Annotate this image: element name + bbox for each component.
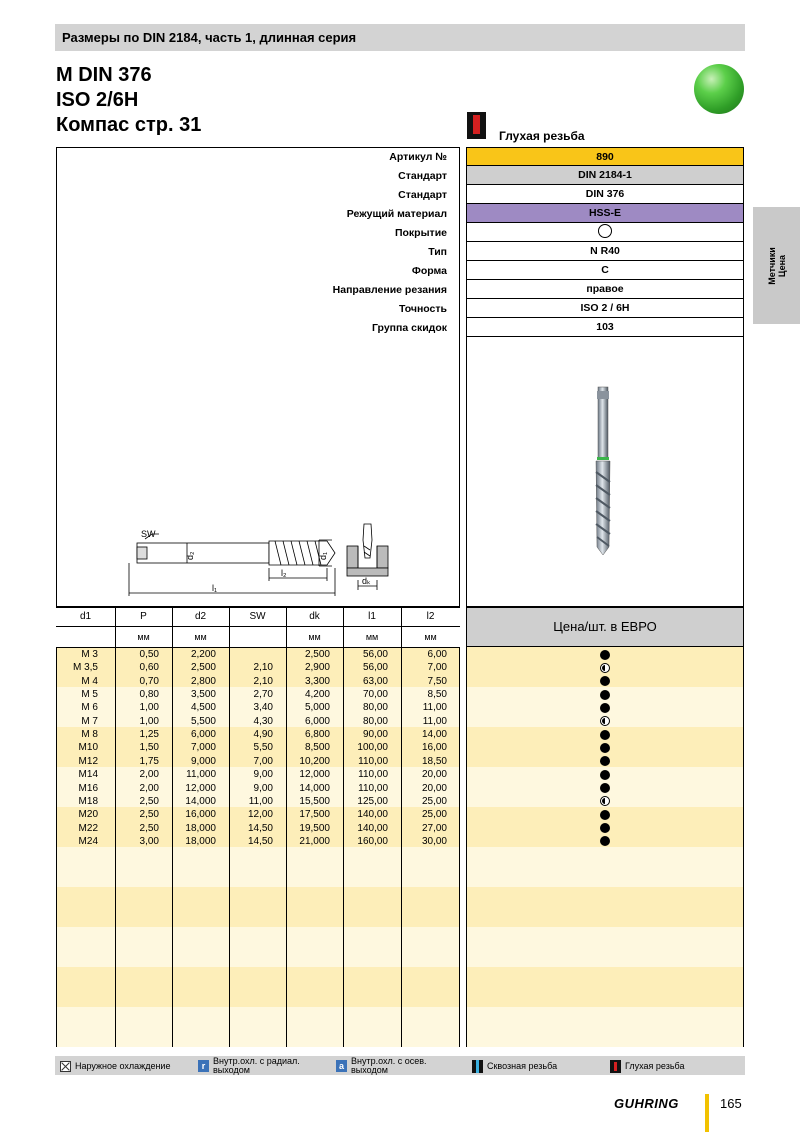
table-row [56,688,460,701]
cell-P: 1,25 [139,729,159,741]
table-band [467,1007,743,1047]
cell-dk: 4,200 [304,689,330,701]
cell-d2: 2,200 [190,649,216,660]
legend-radial-label: Внутр.охл. с радиал. выходом [213,1056,300,1075]
cell-P: 1,50 [139,742,159,754]
table-band [57,967,459,1007]
legend-axial-label: Внутр.охл. с осев. выходом [351,1056,427,1075]
cell-d2: 12,000 [185,782,216,794]
property-label: Форма [411,265,447,277]
cell-SW: 2,10 [253,675,273,687]
column-header-d2: d2 [172,607,229,627]
cell-l2: 11,00 [422,702,447,714]
cell-d1: M10 [78,742,98,754]
cell-SW: 12,00 [247,809,273,821]
column-header-l1: l1 [343,607,401,627]
cell-l1: 160,00 [357,835,388,847]
legend-radial [198,1056,300,1075]
cell-d1: M18 [78,795,98,807]
table-row [56,675,460,688]
column-header-dk: dk [286,607,343,627]
cell-P: 0,80 [139,689,159,701]
property-value: 890 [466,147,744,166]
label-d1: d₁ [318,551,328,560]
cell-l1: 90,00 [362,729,388,741]
cell-d2: 2,800 [190,675,216,687]
cell-d2: 4,500 [190,702,216,714]
table-row [56,755,460,768]
cell-l2: 20,00 [421,782,447,794]
cell-l2: 14,00 [421,729,447,741]
cell-dk: 6,000 [304,715,330,727]
blind-thread-legend-icon [610,1060,621,1073]
tap-photo [467,337,745,607]
cell-d2: 16,000 [185,809,216,821]
property-label: Режущий материал [346,208,447,220]
cell-dk: 14,000 [299,782,330,794]
table-row [56,835,460,848]
table-row [56,822,460,835]
cell-P: 0,50 [139,649,159,660]
available-dot-icon [600,743,610,753]
cell-SW: 14,50 [247,822,273,834]
cell-d2: 6,000 [190,729,216,741]
cell-l1: 110,00 [358,782,388,794]
cell-P: 0,60 [139,662,159,674]
property-values [466,147,744,337]
cell-l2: 8,50 [427,689,447,701]
cell-l1: 56,00 [362,662,388,674]
cell-SW: 4,90 [253,729,273,741]
title-line-2: ISO 2/6H [56,89,139,111]
axial-cooling-icon: a [336,1060,347,1072]
cell-l1: 110,00 [358,755,388,767]
cell-l1: 140,00 [357,809,388,821]
label-dk: dₖ [362,576,371,586]
column-header-l2: l2 [401,607,460,627]
table-row [56,728,460,741]
cell-l1: 70,00 [362,689,388,701]
property-value: DIN 376 [466,185,744,204]
column-unit: мм [137,632,150,642]
column-header-d1: d1 [56,607,115,627]
through-thread-icon [472,1060,483,1073]
cell-d2: 9,000 [190,755,216,767]
legend-bar [55,1056,745,1075]
cell-P: 2,00 [139,782,159,794]
price-column-header [466,607,744,647]
cell-SW: 9,00 [253,782,273,794]
blind-thread-icon [467,112,486,139]
cell-SW: 3,40 [253,702,273,714]
table-header [56,607,460,647]
cell-dk: 3,300 [304,675,330,687]
property-value: DIN 2184-1 [466,166,744,185]
table-row [56,768,460,781]
cell-SW: 11,00 [248,795,273,807]
property-label: Артикул № [389,151,447,163]
column-header-P: P [115,607,172,627]
cell-d2: 14,000 [185,795,216,807]
thread-type-label: Глухая резьба [499,129,585,143]
cell-l2: 18,50 [421,755,447,767]
label-l1: l₁ [212,583,218,593]
radial-cooling-icon: r [198,1060,209,1072]
cell-l1: 63,00 [362,675,388,687]
property-label: Группа скидок [372,322,447,334]
column-unit [229,627,286,647]
table-band [57,927,459,967]
property-value: правое [466,280,744,299]
table-band [57,847,459,887]
available-dot-icon [600,783,610,793]
cell-d1: M22 [78,822,98,834]
cell-d2: 7,000 [190,742,216,754]
cell-P: 0,70 [139,675,159,687]
cell-d2: 2,500 [190,662,216,674]
column-unit: мм [194,632,207,642]
table-band [467,927,743,967]
column-header-SW: SW [229,607,286,627]
cell-SW: 2,70 [253,689,273,701]
cell-d2: 5,500 [190,715,216,727]
cell-l2: 27,00 [421,822,447,834]
cell-d1: M24 [78,835,98,847]
cell-P: 1,75 [139,755,159,767]
label-d2: d₂ [185,551,195,560]
table-row [56,701,460,714]
row-divider [56,607,460,608]
cell-SW: 9,00 [253,769,273,781]
property-label: Покрытие [394,227,447,239]
side-tab-taps-price[interactable] [753,207,800,324]
cell-l2: 7,50 [427,675,447,687]
cell-SW: 2,10 [253,662,273,674]
label-sw: SW [141,529,156,539]
cell-d1: M14 [78,769,98,781]
legend-through-label: Сквозная резьба [487,1060,558,1071]
property-label: Тип [428,246,447,258]
cell-P: 1,00 [139,702,159,714]
cell-d1: M 4 [81,675,98,687]
property-label: Точность [398,303,447,315]
header-subtitle: Размеры по DIN 2184, часть 1, длинная серия [62,30,357,45]
cell-d1: M 7 [81,715,98,727]
coating-sphere-icon [694,64,744,114]
available-dot-icon [600,823,610,833]
cell-l2: 6,00 [427,649,447,660]
footer-accent-bar [705,1094,709,1132]
table-band [57,887,459,927]
table-row [56,741,460,754]
cell-P: 2,50 [139,822,159,834]
property-value: HSS-E [466,204,744,223]
available-dot-icon [600,650,610,660]
price-header-label: Цена/шт. в ЕВРО [553,619,657,634]
cell-d1: M 3,5 [72,662,98,674]
table-row [56,661,460,674]
table-row [56,648,460,661]
product-title [56,63,201,138]
cell-l1: 80,00 [362,715,388,727]
tap-image-box [466,337,744,607]
cell-l2: 11,00 [422,715,447,727]
cell-SW: 14,50 [247,835,273,847]
legend-blind [610,1059,684,1073]
cell-d1: M 5 [81,689,98,701]
available-dot-icon [600,730,610,740]
cell-l1: 125,00 [357,795,388,807]
brand-logo: GUHRING [614,1096,679,1111]
cell-l2: 7,00 [427,662,447,674]
available-dot-icon [600,690,610,700]
column-unit: мм [308,632,321,642]
cell-dk: 5,000 [304,702,330,714]
cell-l1: 80,00 [362,702,388,714]
tap-drawing [57,148,461,608]
cell-P: 2,00 [139,769,159,781]
cell-d1: M12 [78,755,98,767]
page-number: 165 [720,1096,742,1111]
cell-dk: 6,800 [304,729,330,741]
cell-dk: 15,500 [299,795,330,807]
column-unit: мм [424,632,437,642]
cell-d1: M 3 [81,649,98,660]
table-row [56,808,460,821]
side-tab-label: Метчики Цена [766,246,787,285]
cell-dk: 10,200 [299,755,330,767]
cell-l1: 110,00 [358,769,388,781]
table-row [56,782,460,795]
cell-P: 1,00 [139,715,159,727]
cell-dk: 17,500 [299,809,330,821]
table-band [467,967,743,1007]
property-value: C [466,261,744,280]
cell-l2: 25,00 [421,795,447,807]
column-unit: мм [365,632,379,642]
cell-dk: 2,500 [304,649,330,660]
cell-l2: 30,00 [421,835,447,847]
cell-SW: 7,00 [253,755,273,767]
cell-dk: 12,000 [299,769,330,781]
title-line-3: Компас стр. 31 [56,114,202,136]
cell-d1: M20 [78,809,98,821]
cell-l1: 56,00 [362,649,388,660]
property-label: Направление резания [332,284,447,296]
available-dot-icon [600,770,610,780]
table-band [57,1007,459,1047]
cell-l2: 20,00 [421,769,447,781]
cell-l2: 25,00 [421,809,447,821]
title-line-1: M DIN 376 [56,64,152,86]
cell-d2: 3,500 [190,689,216,701]
cell-dk: 8,500 [304,742,330,754]
cell-SW: 4,30 [253,715,273,727]
legend-external-label: Наружное охлаждение [75,1060,171,1071]
cell-SW: 5,50 [253,742,273,754]
external-cooling-icon [60,1061,71,1072]
cell-d2: 18,000 [185,835,216,847]
table-row [56,795,460,808]
cell-d1: M 8 [81,729,98,741]
table-row [56,715,460,728]
property-value: ISO 2 / 6H [466,299,744,318]
table-band [467,887,743,927]
property-label: Стандарт [398,170,447,182]
cell-P: 3,00 [139,835,159,847]
cell-l1: 140,00 [357,822,388,834]
property-label: Стандарт [398,189,447,201]
cell-d2: 18,000 [185,822,216,834]
cell-P: 2,50 [139,809,159,821]
available-dot-icon [600,810,610,820]
cell-P: 2,50 [139,795,159,807]
label-l2: l₂ [281,568,287,578]
legend-external [60,1059,170,1073]
available-dot-icon [600,703,610,713]
cell-d1: M 6 [81,702,98,714]
cell-dk: 2,900 [304,662,330,674]
column-unit [56,627,115,647]
cell-l2: 16,00 [421,742,447,754]
legend-through [472,1059,557,1073]
property-value: N R40 [466,242,744,261]
cell-dk: 21,000 [299,835,330,847]
property-labels-panel [56,147,460,607]
table-band [467,847,743,887]
cell-d1: M16 [78,782,98,794]
property-value-coating [466,223,744,242]
on-request-dot-icon [600,663,610,673]
legend-blind-label: Глухая резьба [625,1060,685,1071]
cell-dk: 19,500 [299,822,330,834]
cell-d2: 11,000 [186,769,216,781]
header-bar [55,24,745,51]
uncoated-circle-icon [598,224,612,238]
cell-l1: 100,00 [357,742,388,754]
legend-axial [336,1056,427,1075]
property-value: 103 [466,318,744,337]
